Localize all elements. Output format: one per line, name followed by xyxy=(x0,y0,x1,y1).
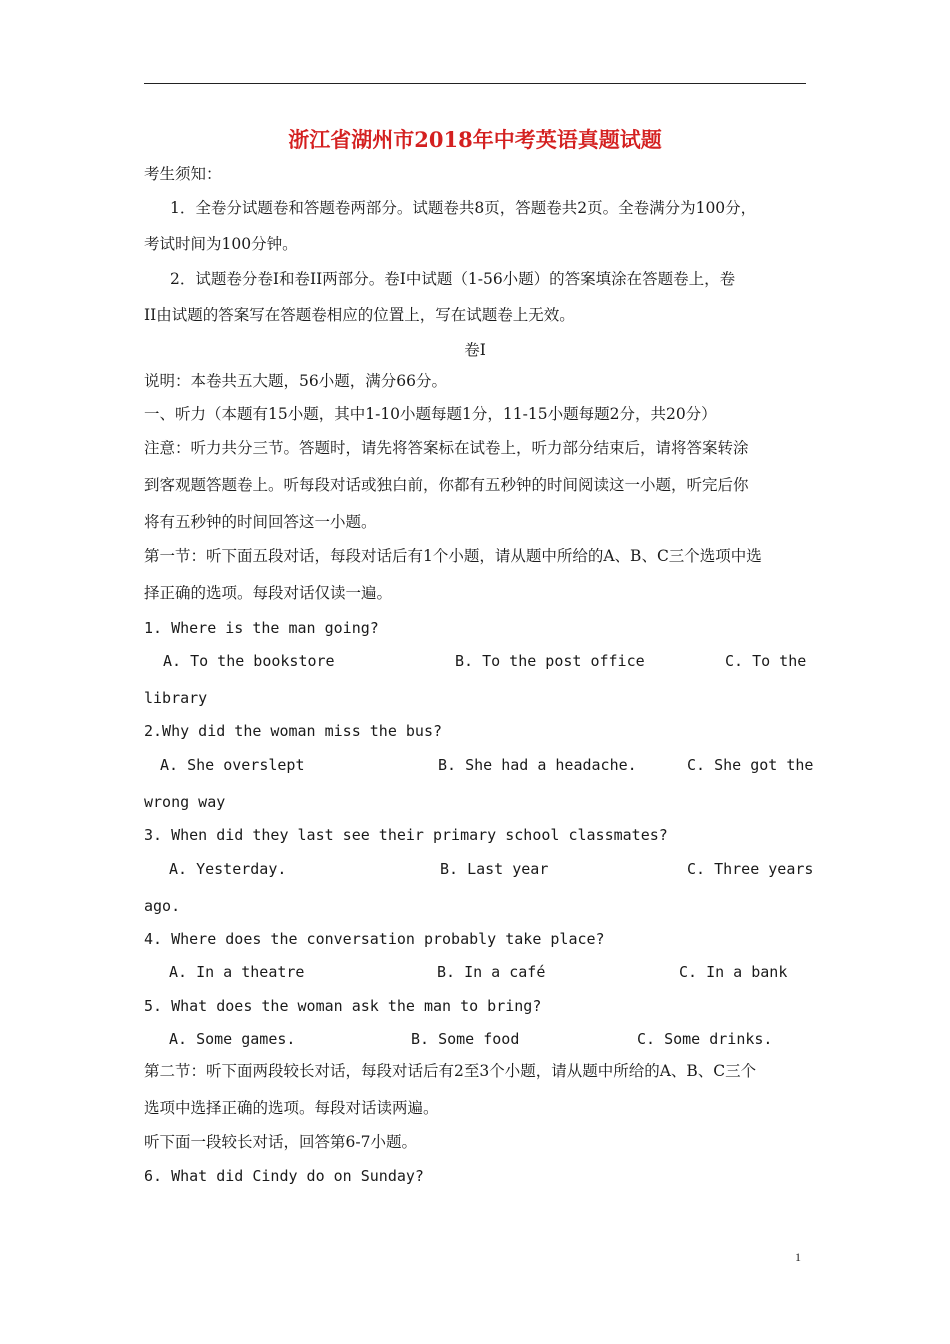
note-line-1: 注意：听力共分三节。答题时，请先将答案标在试卷上，听力部分结束后，请将答案转涂 xyxy=(144,439,749,457)
section-1-heading: 一、听力（本题有15小题，其中1-10小题每题1分，11-15小题每题2分，共20分） xyxy=(144,405,717,423)
question-5: 5. What does the woman ask the man to bring? xyxy=(144,997,542,1015)
note-line-2: 到客观题答题卷上。听每段对话或独白前，你都有五秒钟的时间阅读这一小题，听完后你 xyxy=(144,476,749,494)
question-2-option-b: B. She had a headache. xyxy=(438,756,637,774)
part-1-line-2: 择正确的选项。每段对话仅读一遍。 xyxy=(144,584,393,602)
question-3-option-c: C. Three years xyxy=(687,860,814,878)
notice-heading: 考生须知： xyxy=(144,165,222,183)
volume-heading: 卷Ⅰ xyxy=(464,341,486,359)
part-2-line-1: 第二节：听下面两段较长对话，每段对话后有2至3个小题，请从题中所给的A、B、C三个 xyxy=(144,1062,757,1080)
question-2-option-a: A. She overslept xyxy=(160,756,305,774)
page-number: 1 xyxy=(795,1250,801,1264)
question-3-option-b: B. Last year xyxy=(440,860,549,878)
question-4-option-c: C. In a bank xyxy=(679,963,788,981)
notice-2-line-2: II由试题的答案写在答题卷相应的位置上，写在试题卷上无效。 xyxy=(144,306,575,324)
note-line-3: 将有五秒钟的时间回答这一小题。 xyxy=(144,513,377,531)
question-1: 1. Where is the man going? xyxy=(144,619,379,637)
page-title: 浙江省湖州市2018年中考英语真题试题 xyxy=(288,127,662,152)
question-4-option-b: B. In a café xyxy=(437,963,546,981)
notice-2-line-1: 2．试题卷分卷Ⅰ和卷II两部分。卷Ⅰ中试题（1-56小题）的答案填涂在答题卷上，卷 xyxy=(170,270,736,288)
question-5-option-b: B. Some food xyxy=(411,1030,520,1048)
question-5-option-c: C. Some drinks. xyxy=(637,1030,773,1048)
question-6: 6. What did Cindy do on Sunday? xyxy=(144,1167,424,1185)
part-1-line-1: 第一节：听下面五段对话，每段对话后有1个小题，请从题中所给的A、B、C三个选项中选 xyxy=(144,547,762,565)
question-2: 2.Why did the woman miss the bus? xyxy=(144,722,443,740)
question-3-option-c-continued: ago. xyxy=(144,897,181,915)
question-2-option-c: C. She got the xyxy=(687,756,814,774)
question-1-option-c-continued: library xyxy=(144,689,208,707)
notice-1-line-2: 考试时间为100分钟。 xyxy=(144,235,298,253)
question-1-option-b: B. To the post office xyxy=(455,652,645,670)
question-5-option-a: A. Some games. xyxy=(169,1030,296,1048)
volume-explain: 说明：本卷共五大题，56小题，满分66分。 xyxy=(144,372,447,390)
question-4: 4. Where does the conversation probably take place? xyxy=(144,930,605,948)
question-1-option-a: A. To the bookstore xyxy=(163,652,335,670)
question-3-option-a: A. Yesterday. xyxy=(169,860,287,878)
question-3: 3. When did they last see their primary school classmates? xyxy=(144,826,668,844)
listen-instruction: 听下面一段较长对话，回答第6-7小题。 xyxy=(144,1133,417,1151)
question-1-option-c: C. To the xyxy=(725,652,807,670)
question-4-option-a: A. In a theatre xyxy=(169,963,305,981)
notice-1-line-1: 1．全卷分试题卷和答题卷两部分。试题卷共8页，答题卷共2页。全卷满分为100分， xyxy=(170,199,757,217)
part-2-line-2: 选项中选择正确的选项。每段对话读两遍。 xyxy=(144,1099,439,1117)
header-rule xyxy=(144,83,806,84)
question-2-option-c-continued: wrong way xyxy=(144,793,226,811)
